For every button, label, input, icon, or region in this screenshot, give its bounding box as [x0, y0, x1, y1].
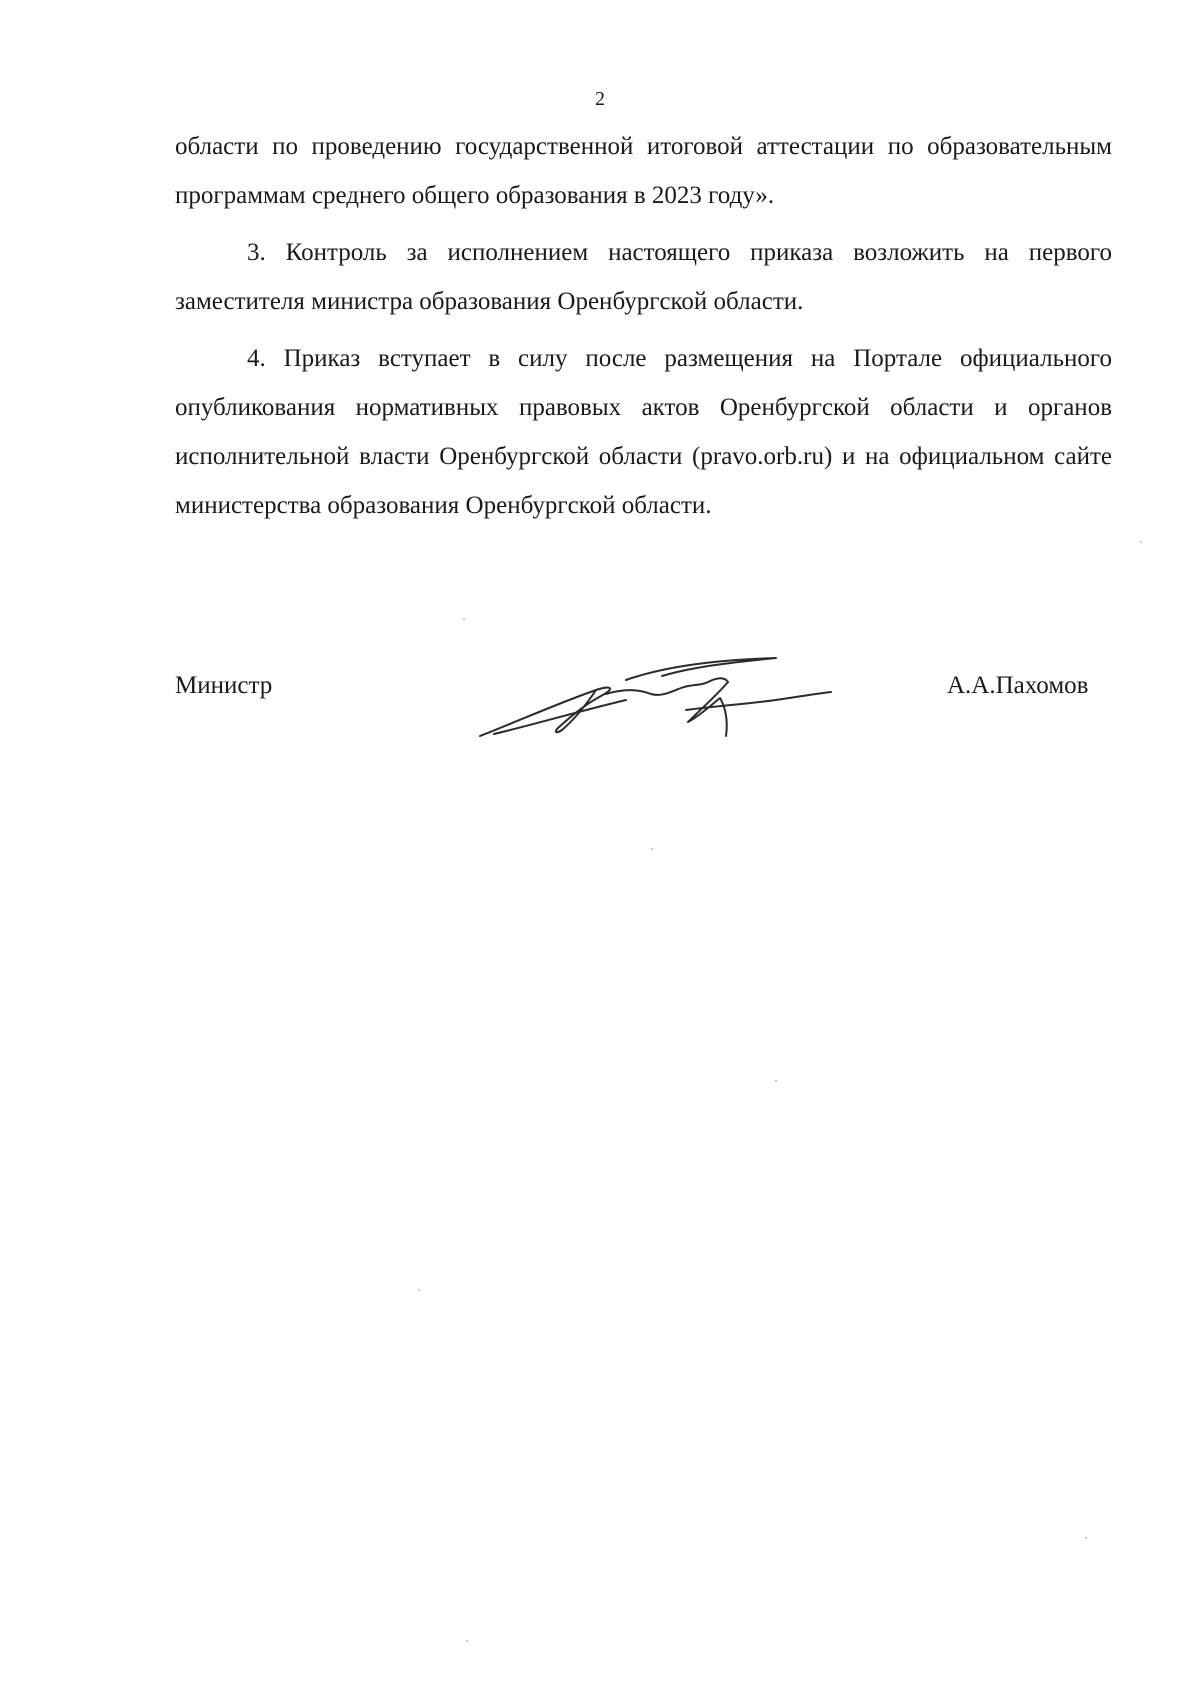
- paragraph-item-3: 3. Контроль за исполнением настоящего приказа возложить на первого заместителя министра образования Оренбургской области.: [175, 239, 1112, 315]
- paragraph-continuation: области по проведению государственной итоговой аттестации по образовательным программам среднего общего образования в 2023 году».: [175, 133, 1112, 209]
- scan-speck: [463, 618, 465, 620]
- scan-speck: [651, 848, 653, 850]
- scan-speck: [775, 1080, 777, 1082]
- page-number: 2: [595, 88, 605, 110]
- scan-speck: [1085, 1537, 1087, 1539]
- scan-speck: [466, 1640, 468, 1642]
- paragraph-item-4: 4. Приказ вступает в силу после размещения на Портале официального опубликования нормативных правовых актов Оренбургской области и органов исполнительной власти Оренбургской области (pravo.orb.ru) и на официальном сайте министерства образования Оренбургской области.: [175, 345, 1112, 519]
- signatory-title: Министр: [175, 672, 273, 699]
- scan-speck: [418, 1289, 420, 1291]
- document-body: [175, 122, 1112, 538]
- scan-speck: [1140, 541, 1142, 543]
- signatory-name: А.А.Пахомов: [947, 672, 1089, 699]
- handwritten-signature: [476, 648, 866, 748]
